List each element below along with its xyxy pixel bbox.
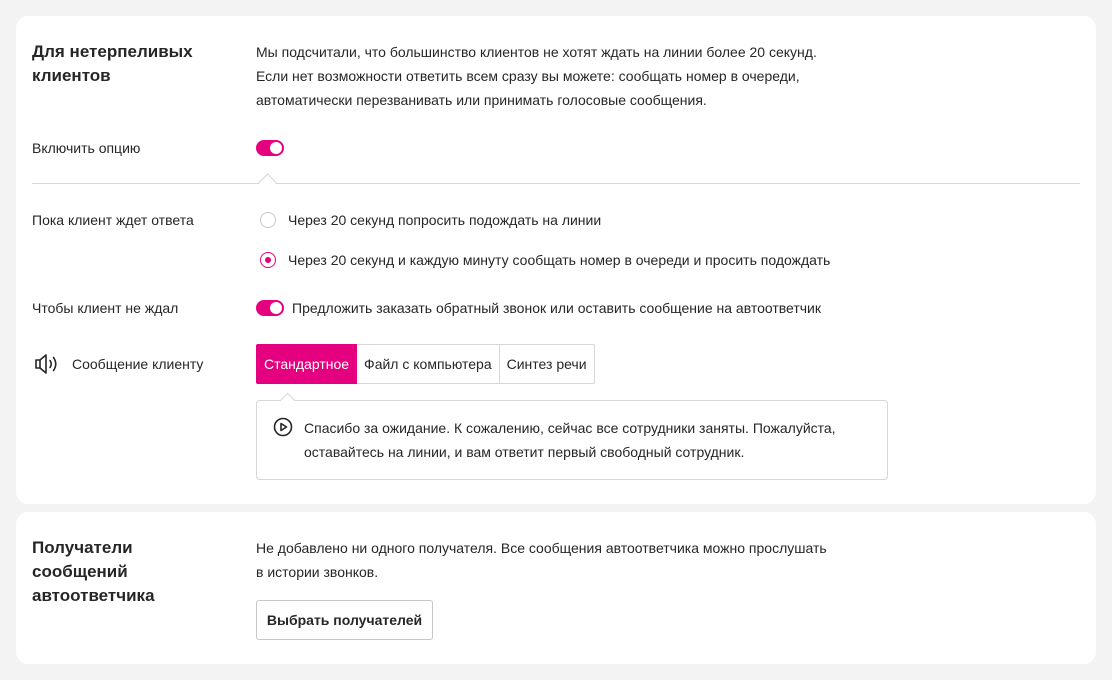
- tab-standard[interactable]: Стандартное: [256, 344, 357, 384]
- impatient-clients-card: [16, 16, 1096, 504]
- section-title-impatient: Для нетерпеливых клиентов: [32, 42, 193, 85]
- message-line: Спасибо за ожидание. К сожалению, сейчас все сотрудники заняты. Пожалуйста,: [304, 420, 836, 436]
- description-line: в истории звонков.: [256, 564, 379, 580]
- impatient-description: [256, 40, 876, 112]
- message-text: [304, 416, 874, 464]
- tab-file-from-computer[interactable]: Файл с компьютера: [357, 345, 500, 383]
- callback-toggle-label[interactable]: Предложить заказать обратный звонок или оставить сообщение на автоответчик: [292, 300, 822, 316]
- description-line: Мы подсчитали, что большинство клиентов не хотят ждать на линии более 20 секунд.: [256, 44, 817, 60]
- client-message-label: Сообщение клиенту: [72, 356, 204, 372]
- waiting-option-label[interactable]: Через 20 секунд и каждую минуту сообщать номер в очереди и просить подождать: [288, 252, 831, 268]
- message-line: оставайтесь на линии, и вам ответит первый свободный сотрудник.: [304, 444, 745, 460]
- section-title-recipients: Получатели сообщений автоответчика: [32, 538, 155, 605]
- description-line: Если нет возможности ответить всем сразу вы можете: сообщать номер в очереди,: [256, 68, 800, 84]
- message-source-tabs: [256, 344, 595, 384]
- waiting-option-label[interactable]: Через 20 секунд попросить подождать на линии: [288, 212, 602, 228]
- toggle-knob: [270, 302, 282, 314]
- radio-dot: [265, 257, 271, 263]
- waiting-radio-queue-number[interactable]: [260, 252, 276, 268]
- toggle-knob: [270, 142, 282, 154]
- play-icon[interactable]: [273, 417, 293, 437]
- description-line: Не добавлено ни одного получателя. Все сообщения автоответчика можно прослушать: [256, 540, 827, 556]
- divider-pointer: [258, 173, 276, 191]
- tab-speech-synthesis[interactable]: Синтез речи: [506, 356, 587, 372]
- enable-option-toggle[interactable]: [256, 140, 284, 156]
- enable-option-label: Включить опцию: [32, 140, 141, 156]
- description-line: автоматически перезванивать или принимать голосовые сообщения.: [256, 92, 707, 108]
- recipients-card: [16, 512, 1096, 664]
- waiting-label: Пока клиент ждет ответа: [32, 212, 194, 228]
- recipients-description: [256, 536, 876, 584]
- section-divider: [32, 183, 1080, 184]
- callback-toggle[interactable]: [256, 300, 284, 316]
- speaker-icon: [34, 352, 60, 376]
- choose-recipients-button[interactable]: Выбрать получателей: [256, 600, 433, 640]
- waiting-radio-ask-wait[interactable]: [260, 212, 276, 228]
- no-wait-label: Чтобы клиент не ждал: [32, 300, 179, 316]
